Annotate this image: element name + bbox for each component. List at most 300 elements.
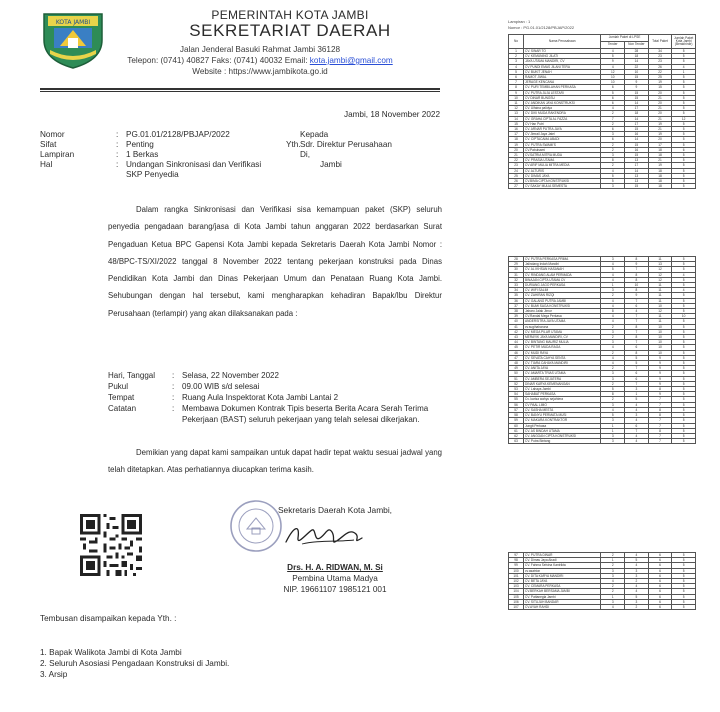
cell-total: 6 <box>648 553 672 558</box>
cell-tender: 5 <box>601 54 625 59</box>
cell-nontender: 15 <box>625 127 649 132</box>
cell-no: 48 <box>509 361 524 366</box>
cell-nontender: 6 <box>625 345 649 350</box>
cell-total: 21 <box>648 106 672 111</box>
cell-nontender: 4 <box>625 563 649 568</box>
cell-total: 6 <box>648 589 672 594</box>
cell-no: 36 <box>509 298 524 303</box>
cell-remain: 5 <box>672 142 696 147</box>
cell-total: 15 <box>648 85 672 90</box>
cell-no: 13 <box>509 111 524 116</box>
cell-nontender: 3 <box>625 573 649 578</box>
cell-tender: 4 <box>601 298 625 303</box>
cell-company: CV. Dimas Jaya Abadi <box>524 558 601 563</box>
cell-total: 19 <box>648 80 672 85</box>
cell-nontender: 13 <box>625 179 649 184</box>
cell-company: CV.AYAH RAHDI <box>524 605 601 610</box>
cell-remain: 5 <box>672 579 696 584</box>
addressee-kepada: Kepada <box>300 130 329 139</box>
cell-tender: 4 <box>601 303 625 308</box>
cell-no: 105 <box>509 594 524 599</box>
cell-company: CV. KEMUNING JILATI <box>524 54 601 59</box>
cell-company: CV. MEGA PILAR UTAMA <box>524 329 601 334</box>
schedule-colon: : <box>172 382 175 391</box>
cell-tender: 2 <box>601 563 625 568</box>
cell-no: 42 <box>509 329 524 334</box>
cell-tender: 3 <box>601 433 625 438</box>
cell-company: CV. Pattanegla Jambi <box>524 594 601 599</box>
cell-total: 12 <box>648 267 672 272</box>
cell-remain: 5 <box>672 573 696 578</box>
cell-nontender: 5 <box>625 397 649 402</box>
cell-total: 18 <box>648 147 672 152</box>
cell-total: 10 <box>648 335 672 340</box>
cell-company: Jalindang Indah Mandiri <box>524 262 601 267</box>
cc-intro: Tembusan disampaikan kepada Yth. : <box>40 614 177 623</box>
meta-key-lampiran: Lampiran <box>40 150 75 159</box>
cell-total: 9 <box>648 381 672 386</box>
cell-total: 11 <box>648 288 672 293</box>
cell-total: 18 <box>648 153 672 158</box>
cell-remain: 1 <box>672 69 696 74</box>
cell-remain: 5 <box>672 335 696 340</box>
cell-remain: 5 <box>672 423 696 428</box>
cell-no: 104 <box>509 589 524 594</box>
cell-no: 4 <box>509 64 524 69</box>
cell-remain: 5 <box>672 283 696 288</box>
schedule-key-place: Tempat <box>108 393 135 402</box>
cell-nontender: 14 <box>625 137 649 142</box>
cell-total: 9 <box>648 376 672 381</box>
cell-no: 50 <box>509 371 524 376</box>
cell-company: JAYA UTAMA MANDIRI, CV <box>524 59 601 64</box>
cell-no: 58 <box>509 413 524 418</box>
cell-nontender: 14 <box>625 59 649 64</box>
cell-total: 6 <box>648 563 672 568</box>
cell-tender: 2 <box>601 111 625 116</box>
cell-company: CV. PRASIA UTAMA <box>524 158 601 163</box>
cell-total: 10 <box>648 303 672 308</box>
cell-no: 38 <box>509 309 524 314</box>
cell-remain: 5 <box>672 428 696 433</box>
cell-company: ANDERSITRA JAYA UTAMA <box>524 319 601 324</box>
cell-nontender: 5 <box>625 361 649 366</box>
cell-remain: 5 <box>672 553 696 558</box>
cell-remain: 5 <box>672 168 696 173</box>
cell-no: 12 <box>509 106 524 111</box>
cell-total: 20 <box>648 137 672 142</box>
cell-remain: 5 <box>672 568 696 573</box>
cell-total: 10 <box>648 324 672 329</box>
cell-no: 30 <box>509 267 524 272</box>
cell-remain: 5 <box>672 324 696 329</box>
cell-no: 46 <box>509 350 524 355</box>
cell-remain: 5 <box>672 558 696 563</box>
cell-company: CV PUNDI EMAS JILANI TERA <box>524 64 601 69</box>
cell-company: CV. Putra Bintang <box>524 439 601 444</box>
cell-tender: 3 <box>601 257 625 262</box>
cell-remain: 5 <box>672 293 696 298</box>
cell-tender: 2 <box>601 147 625 152</box>
cell-company: CV. BETA JAYA <box>524 579 601 584</box>
cell-nontender: 8 <box>625 272 649 277</box>
schedule-key-time: Pukul <box>108 382 129 391</box>
cell-company: cv.asatrion <box>524 568 601 573</box>
cell-remain: 5 <box>672 85 696 90</box>
cell-no: 107 <box>509 605 524 610</box>
cell-total: 17 <box>648 142 672 147</box>
cell-no: 8 <box>509 85 524 90</box>
schedule-key-note: Catatan <box>108 404 137 413</box>
cell-nontender: 3 <box>625 413 649 418</box>
cell-remain: 5 <box>672 563 696 568</box>
letterhead-contact <box>60 56 460 65</box>
addressee-di: Di, <box>300 150 311 159</box>
cell-company: CV.SATRIA MITRA MUDA <box>524 153 601 158</box>
cell-tender: 6 <box>601 95 625 100</box>
cell-company: CV ARIF MULIA MITRA MEDIA <box>524 163 601 168</box>
meta-value-hal: Undangan Sinkronisasi dan Verifikasi SKP Penyedia <box>126 160 262 179</box>
cell-tender: 3 <box>601 573 625 578</box>
cell-company: CV.Pabulsami <box>524 147 601 152</box>
cell-remain: 5 <box>672 355 696 360</box>
cell-remain: 5 <box>672 163 696 168</box>
cell-nontender: 14 <box>625 116 649 121</box>
letterhead-divider-thin <box>40 91 440 92</box>
cell-nontender: 10 <box>625 283 649 288</box>
letterhead-address: Jalan Jenderal Basuki Rahmat Jambi 36128 <box>179 45 341 54</box>
cell-tender: 3 <box>601 439 625 444</box>
cell-total: 18 <box>648 179 672 184</box>
cell-remain: 4 <box>672 272 696 277</box>
cell-remain: 5 <box>672 309 696 314</box>
cell-total: 11 <box>648 283 672 288</box>
cell-tender: 3 <box>601 153 625 158</box>
cell-remain: 5 <box>672 345 696 350</box>
cell-no: 9 <box>509 90 524 95</box>
cell-tender: 3 <box>601 184 625 189</box>
cell-no: 10 <box>509 95 524 100</box>
cell-total: 18 <box>648 173 672 178</box>
cell-no: 57 <box>509 407 524 412</box>
cell-no: 14 <box>509 116 524 121</box>
cell-company: Jungit Perkasa <box>524 423 601 428</box>
cell-remain: 5 <box>672 132 696 137</box>
cell-company: CV. PURI TEMBILAHAN PERKASA <box>524 85 601 90</box>
cell-total: 21 <box>648 158 672 163</box>
cell-no: 106 <box>509 599 524 604</box>
cell-total: 18 <box>648 184 672 189</box>
cell-remain: 5 <box>672 329 696 334</box>
cell-tender: 3 <box>601 371 625 376</box>
cell-company: CV. ARNAR PUTRA JAYA <box>524 127 601 132</box>
cell-tender: 2 <box>601 142 625 147</box>
cell-nontender: 8 <box>625 335 649 340</box>
cell-remain: 5 <box>672 381 696 386</box>
cell-no: 35 <box>509 293 524 298</box>
cell-no: 99 <box>509 563 524 568</box>
cell-remain: 5 <box>672 340 696 345</box>
cell-nontender: 6 <box>625 303 649 308</box>
cell-company: CV. SITUJUH BANDAR <box>524 599 601 604</box>
cell-nontender: 2 <box>625 605 649 610</box>
cell-company: CV. BUMI SAGA KONSTRUKSI <box>524 303 601 308</box>
cell-total: 6 <box>648 584 672 589</box>
cell-no: 37 <box>509 303 524 308</box>
cell-tender: 2 <box>601 121 625 126</box>
cell-remain: 5 <box>672 350 696 355</box>
cell-tender: 6 <box>601 127 625 132</box>
cell-remain: 5 <box>672 59 696 64</box>
cell-total: 23 <box>648 54 672 59</box>
cell-nontender: 6 <box>625 371 649 376</box>
cell-no: 27 <box>509 184 524 189</box>
cell-remain: 5 <box>672 589 696 594</box>
cell-total: 6 <box>648 579 672 584</box>
cc-item: 3. Arsip <box>40 670 68 679</box>
cell-tender: 3 <box>601 568 625 573</box>
cell-total: 10 <box>648 329 672 334</box>
cell-company: CV. DITA KARYA MANDIRI <box>524 573 601 578</box>
attachment-number: Nomor : PG.01.01/2128/PBJAP/2022 <box>508 25 575 30</box>
cell-tender: 5 <box>601 179 625 184</box>
cell-total: 9 <box>648 355 672 360</box>
cell-tender: 10 <box>601 75 625 80</box>
cell-total: 19 <box>648 163 672 168</box>
cell-tender: 7 <box>601 116 625 121</box>
schedule-colon: : <box>172 393 175 402</box>
cell-company: CV. MUDI RAYA <box>524 350 601 355</box>
cell-company: CV. MAKARA KONTRAKTOR <box>524 418 601 423</box>
cell-remain: 5 <box>672 262 696 267</box>
th-name: Nama Perusahaan <box>524 35 601 49</box>
cell-nontender: 15 <box>625 95 649 100</box>
cell-total: 11 <box>648 257 672 262</box>
cell-no: 39 <box>509 314 524 319</box>
cell-total: 6 <box>648 558 672 563</box>
cell-nontender: 15 <box>625 75 649 80</box>
cell-nontender: 8 <box>625 350 649 355</box>
cell-total: 7 <box>648 433 672 438</box>
cell-tender: 1 <box>601 594 625 599</box>
cell-tender: 1 <box>601 558 625 563</box>
th-lpse: Jumlah Paket di LPSE <box>601 35 648 42</box>
meta-value-nomor: PG.01.01/2128/PBJAP/2022 <box>126 130 230 139</box>
cell-no: 18 <box>509 137 524 142</box>
cell-remain: 5 <box>672 376 696 381</box>
cell-total: 19 <box>648 132 672 137</box>
cell-company: CV.Randal Mega Perkasa <box>524 314 601 319</box>
cell-total: 12 <box>648 309 672 314</box>
cell-remain: 5 <box>672 101 696 106</box>
cell-remain: 5 <box>672 366 696 371</box>
cell-nontender: 6 <box>625 376 649 381</box>
addressee-city: Jambi <box>320 160 342 169</box>
cell-company: BINAJAN CIPTA UTAMA CV <box>524 277 601 282</box>
cell-remain: 5 <box>672 111 696 116</box>
th-total: Total Paket <box>648 35 672 49</box>
cell-company: JERAGE KENCANA <box>524 80 601 85</box>
cell-no: 62 <box>509 433 524 438</box>
cell-tender: 3 <box>601 418 625 423</box>
cell-no: 24 <box>509 168 524 173</box>
cell-total: 8 <box>648 413 672 418</box>
cell-total: 6 <box>648 568 672 573</box>
cell-total: 6 <box>648 573 672 578</box>
cell-no: 53 <box>509 387 524 392</box>
cell-tender: 3 <box>601 329 625 334</box>
cell-company: CV. BANYU PERMATA MUSI <box>524 413 601 418</box>
cell-nontender: 2 <box>625 579 649 584</box>
cell-no: 60 <box>509 423 524 428</box>
cell-tender: 2 <box>601 335 625 340</box>
cell-nontender: 3 <box>625 387 649 392</box>
cell-tender: 2 <box>601 324 625 329</box>
cell-total: 8 <box>648 387 672 392</box>
cell-remain: 5 <box>672 153 696 158</box>
cell-tender: 4 <box>601 605 625 610</box>
cell-company: CV. BINTANG MAURIZ MULIA <box>524 340 601 345</box>
cell-tender: 2 <box>601 584 625 589</box>
cell-total: 20 <box>648 111 672 116</box>
attachment-table-page2 <box>508 256 696 444</box>
cell-total: 7 <box>648 423 672 428</box>
cell-company: CV. Lahaya Jambi <box>524 387 601 392</box>
cell-company: Cv. karisa wahyu sejahtera <box>524 397 601 402</box>
cell-total: 7 <box>648 402 672 407</box>
cell-tender: 3 <box>601 132 625 137</box>
cell-nontender: 14 <box>625 168 649 173</box>
cell-total: 12 <box>648 277 672 282</box>
cell-no: 49 <box>509 366 524 371</box>
cell-nontender: 7 <box>625 319 649 324</box>
schedule-colon: : <box>172 371 175 380</box>
cell-no: 17 <box>509 132 524 137</box>
meta-key-sifat: Sifat <box>40 140 57 149</box>
cell-remain: 5 <box>672 433 696 438</box>
cell-nontender: 5 <box>625 594 649 599</box>
cell-nontender: 4 <box>625 418 649 423</box>
cell-tender: 8 <box>601 392 625 397</box>
cell-company: CV. PUTRA SWAMI'S <box>524 142 601 147</box>
cell-no: 11 <box>509 101 524 106</box>
cell-nontender: 7 <box>625 381 649 386</box>
cell-remain: 6 <box>672 147 696 152</box>
cell-remain: 5 <box>672 361 696 366</box>
cell-tender: 5 <box>601 90 625 95</box>
meta-colon: : <box>116 150 119 159</box>
attachment-table-page3 <box>508 552 696 610</box>
cell-nontender: 8 <box>625 288 649 293</box>
cell-no: 5 <box>509 69 524 74</box>
cell-remain: 5 <box>672 95 696 100</box>
cell-company: SAHABAT PERKASA <box>524 392 601 397</box>
cell-total: 11 <box>648 293 672 298</box>
cell-no: 98 <box>509 558 524 563</box>
cell-no: 31 <box>509 272 524 277</box>
cell-total: 8 <box>648 428 672 433</box>
cell-no: 34 <box>509 288 524 293</box>
cell-tender: 2 <box>601 381 625 386</box>
cell-company: CV. AMBERA SEJATERA <box>524 376 601 381</box>
cc-item: 1. Bapak Walikota Jambi di Kota Jambi <box>40 648 182 657</box>
cell-total: 10 <box>648 350 672 355</box>
cell-nontender: 15 <box>625 142 649 147</box>
meta-value-sifat: Penting <box>126 140 154 149</box>
cell-nontender: 9 <box>625 293 649 298</box>
cell-no: 59 <box>509 418 524 423</box>
cell-remain: 5 <box>672 90 696 95</box>
cell-no: 43 <box>509 335 524 340</box>
cell-nontender: 22 <box>625 64 649 69</box>
cell-tender: 12 <box>601 69 625 74</box>
cell-no: 52 <box>509 381 524 386</box>
cell-tender: 4 <box>601 407 625 412</box>
cell-tender: 8 <box>601 158 625 163</box>
cell-company: CV. PUTRA DINAR <box>524 553 601 558</box>
cell-total: 21 <box>648 95 672 100</box>
cell-company: CV. AMARTA TRIAS UTAMA <box>524 371 601 376</box>
cell-tender: 2 <box>601 553 625 558</box>
attachment-label: Lampiran : 1 <box>508 19 531 24</box>
cell-no: 3 <box>509 59 524 64</box>
cell-nontender: 9 <box>625 262 649 267</box>
cell-company: CV. CEMARA PERKASA <box>524 584 601 589</box>
cell-company: CV. Ulfaina palidya <box>524 106 601 111</box>
cell-total: 20 <box>648 90 672 95</box>
cell-company: MERAYIK JAYA MANDIRI, CV <box>524 335 601 340</box>
cell-no: 44 <box>509 340 524 345</box>
cell-total: 12 <box>648 272 672 277</box>
cell-remain: 5 <box>672 277 696 282</box>
cell-nontender: 7 <box>625 267 649 272</box>
cell-company: CV. AL IKHSAN HASANAH <box>524 267 601 272</box>
cell-tender: 10 <box>601 80 625 85</box>
cell-total: 11 <box>648 298 672 303</box>
cell-total: 19 <box>648 121 672 126</box>
cell-no: 16 <box>509 127 524 132</box>
letterhead-divider <box>40 88 440 90</box>
cell-no: 25 <box>509 173 524 178</box>
cell-tender: 1 <box>601 423 625 428</box>
cell-total: 20 <box>648 101 672 106</box>
cell-total: 8 <box>648 407 672 412</box>
cell-remain: 5 <box>672 298 696 303</box>
cell-remain: 12 <box>672 116 696 121</box>
signatory-rank: Pembina Utama Madya <box>292 574 378 583</box>
cell-no: 33 <box>509 283 524 288</box>
attachment-table-page1 <box>508 34 696 189</box>
cell-company: Jaharo Jalak Jimur <box>524 309 601 314</box>
cell-company: CV. DIMAS JAYA <box>524 173 601 178</box>
letter-date: Jambi, 18 November 2022 <box>343 110 440 119</box>
cell-tender: 5 <box>601 387 625 392</box>
cell-tender: 1 <box>601 428 625 433</box>
cell-company: CV SAKAY MULIA SEMESTA <box>524 184 601 189</box>
schedule-value-place: Ruang Aula Inspektorat Kota Jambi Lantai 2 <box>182 393 339 402</box>
cell-total: 21 <box>648 116 672 121</box>
meta-key-nomor: Nomor <box>40 130 65 139</box>
cell-company: CV. RINDANG ALAM PERMADA <box>524 272 601 277</box>
addressee-name: Sdr. Direktur Perusahaan <box>300 140 392 149</box>
cell-total: 10 <box>648 340 672 345</box>
cell-nontender: 15 <box>625 90 649 95</box>
letterhead-email-link[interactable]: kota.jambi@gmail.com <box>309 56 393 65</box>
cell-company: CV.BIMA CIPTA KONSTRUKSI <box>524 179 601 184</box>
signature-role: Sekretaris Daerah Kota Jambi, <box>277 505 393 515</box>
cell-company: CV. ANITA JAYA <box>524 366 601 371</box>
cell-remain: 5 <box>672 418 696 423</box>
